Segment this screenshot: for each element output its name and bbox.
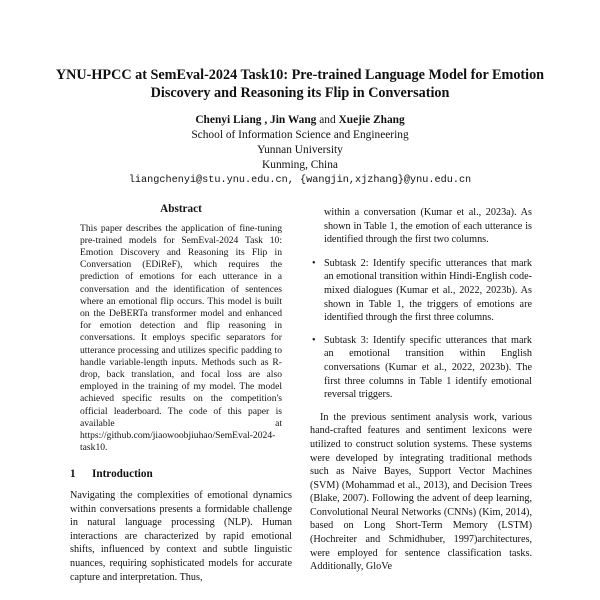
list-item-text: Subtask 3: Identify specific utterances that mark an emotional transition within English conversations (Kumar et al., 2022, 2023b). The first three columns in Table 1 identify emotional reversal triggers.: [324, 334, 532, 401]
bullet-marker: •: [312, 334, 316, 346]
list-item: [310, 334, 532, 402]
affiliation-line: Kunming, China: [262, 159, 338, 171]
intro-paragraph: Navigating the complexities of emotional dynamics within conversations presents a formidable challenge in natural language processing (NLP). Human interactions are characterized by rapid emotional shifts, influenced by context and subtle linguistic nuances, requiring sophisticated models for accurate capture and interpretation. Thus,: [70, 490, 292, 583]
author-emails: liangchenyi@stu.ynu.edu.cn, {wangjin,xjzhang}@ynu.edu.cn: [128, 175, 472, 186]
author-separator: ,: [261, 114, 271, 126]
abstract-text: This paper describes the application of fine-tuning pre-trained models for SemEval-2024 Task 10: Emotion Discovery and Reasoning its Flip in Conversation (EDiReF), which requires the prediction of emotions for each utterance in a conversation and the identification of sentences where an emotional flip occurs. This model is built on the DeBERTa transformer model and enhanced for emotion detection and flip reasoning in conversations. It employs specific separators for utterance processing and utilizes specific padding to handle variable-length inputs. Methods such as R-drop, back translation, and focal loss are also employed in the training of my model. The model achieved specific results on the competition's official leaderboard. The code of this paper is available at https://github.com/jiaowoobjiuhao/SemEval-2024-task10.: [80, 222, 282, 454]
list-item-text: Subtask 2: Identify specific utterances that mark an emotional transition within Hindi-English code-mixed dialogues (Kumar et al., 2022, 2023b). As shown in Table 1, the triggers of emotions are identified through the first three columns.: [324, 257, 532, 324]
author-conjunction: and: [319, 114, 336, 126]
bullet-marker: •: [312, 257, 316, 269]
section-heading: [70, 468, 292, 482]
left-column: [70, 203, 292, 584]
paper-title: YNU-HPCC at SemEval-2024 Task10: Pre-trained Language Model for Emotion Discovery and Reasoning its Flip in Conversation: [55, 67, 545, 101]
affiliation-line: School of Information Science and Engineering: [191, 129, 409, 141]
body-paragraph: In the previous sentiment analysis work, various hand-crafted features and sentiment lexicons were utilized to construct solution systems. These systems were developed by integrating traditional methods such as Naive Bayes, Support Vector Machines (SVM) (Mohammad et al., 2013), and Decision Trees (Blake, 2007). Following the advent of deep learning, Convolutional Neural Networks (CNNs) (Kim, 2014), based on Long Short-Term Memory (LSTM) (Hochreiter and Schmidhuber, 1997)architectures, were employed for sentence classification tasks. Additionally, GloVe: [310, 411, 532, 573]
affiliation-line: Yunnan University: [257, 144, 343, 156]
author-name: Jin Wang: [270, 114, 317, 126]
section-number: 1: [70, 468, 76, 481]
section-title: Introduction: [92, 468, 153, 481]
subtask-list: [310, 257, 532, 402]
list-item: [310, 257, 532, 325]
author-block: [40, 113, 560, 188]
author-names: [40, 113, 560, 128]
continued-paragraph: within a conversation (Kumar et al., 2023a). As shown in Table 1, the emotion of each utterance is identified through the first two columns.: [324, 207, 532, 246]
author-name: Xuejie Zhang: [338, 114, 405, 126]
right-column: [310, 206, 532, 574]
abstract-heading: Abstract: [160, 203, 202, 215]
author-name: Chenyi Liang: [195, 114, 262, 126]
